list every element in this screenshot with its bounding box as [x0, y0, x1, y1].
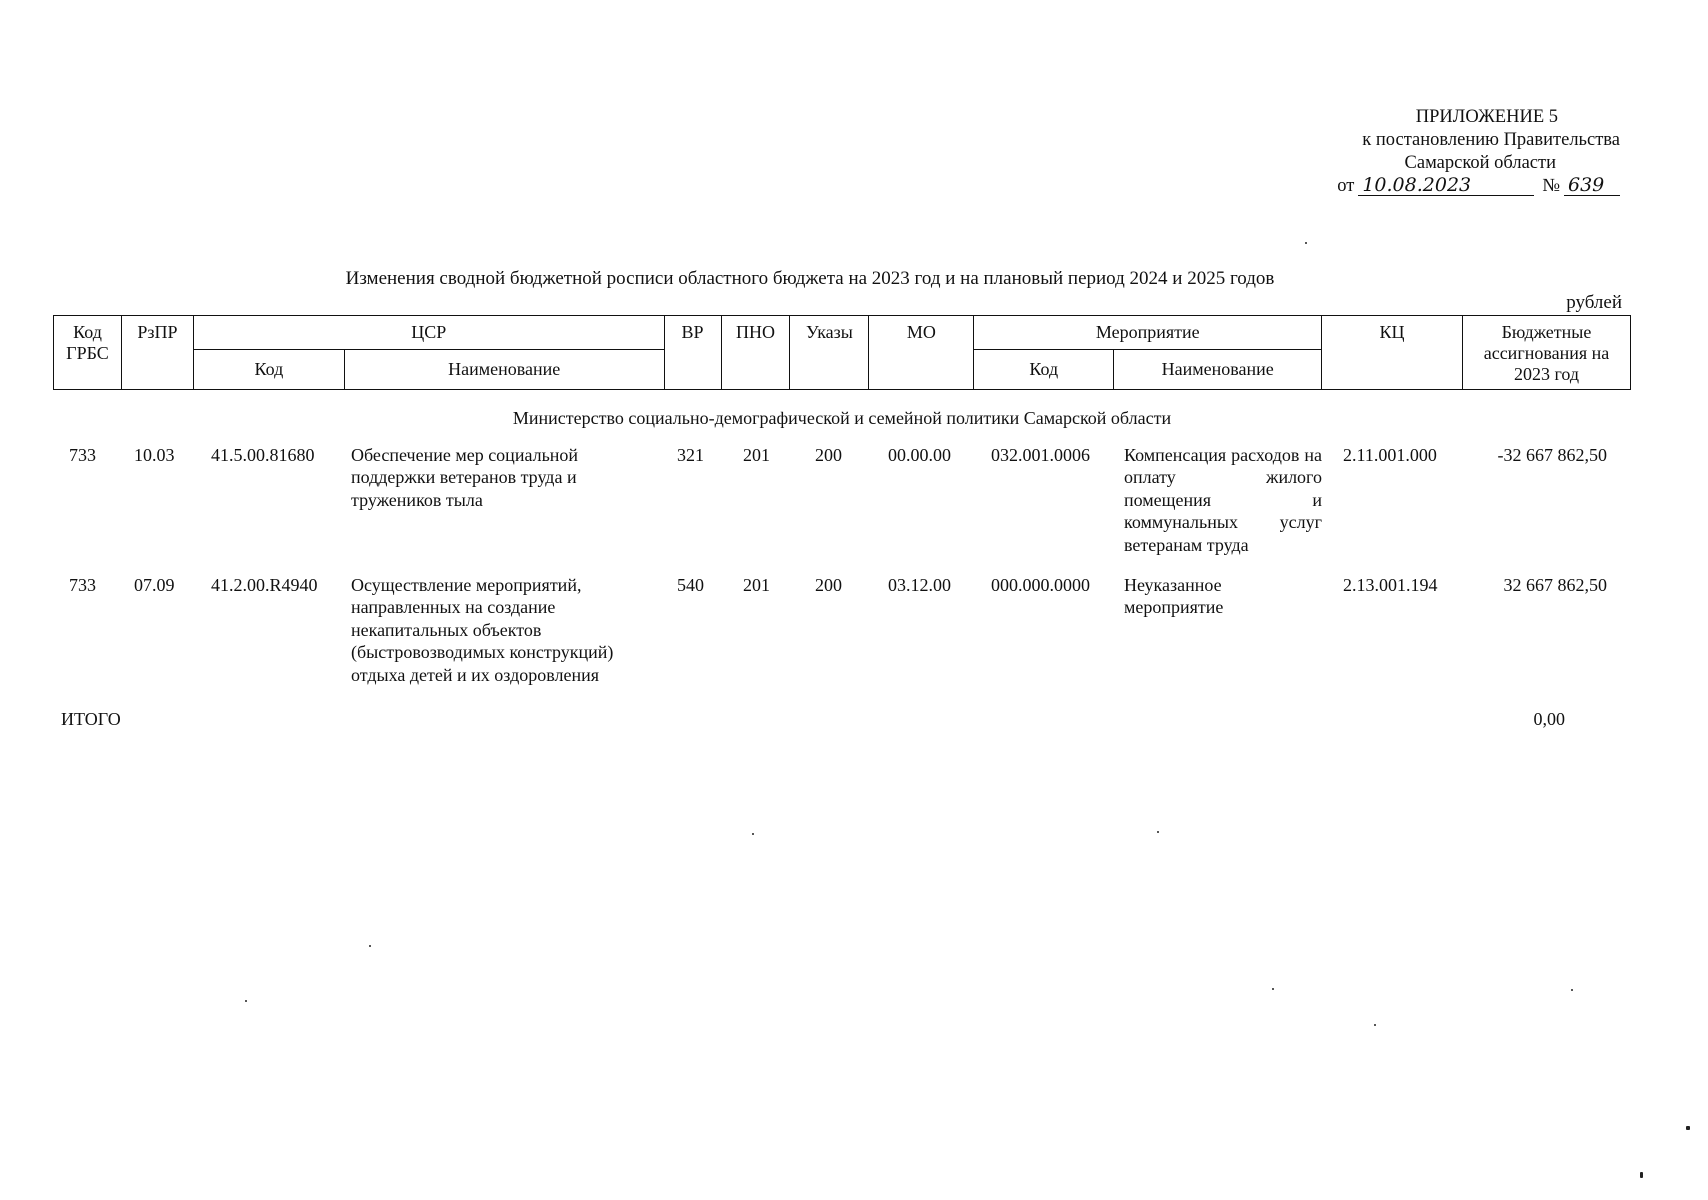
- header-csr-code: Код: [193, 349, 344, 389]
- scan-speck: [1640, 1172, 1643, 1178]
- cell-csr-code: 41.2.00.R4940: [211, 574, 318, 595]
- appendix-region: Самарской области: [1404, 153, 1556, 173]
- header-vr: ВР: [664, 316, 721, 390]
- cell-event-name: Неуказанное мероприятие: [1124, 574, 1224, 617]
- cell-csr-code: 41.5.00.81680: [211, 444, 315, 465]
- header-grbs: Код ГРБС: [54, 316, 122, 390]
- scan-speck: [369, 945, 371, 947]
- appendix-date-line: [1320, 175, 1620, 198]
- scan-speck: [1686, 1126, 1690, 1130]
- cell-grbs: 733: [69, 444, 96, 465]
- header-event-code: Код: [974, 349, 1114, 389]
- cell-amount: -32 667 862,50: [1497, 444, 1607, 465]
- header-ukazy: Указы: [790, 316, 869, 390]
- cell-event-name: Компенсация расходов на оплату жилого помещения и коммунальных услуг ветеранам труда: [1124, 444, 1322, 555]
- total-value: 0,00: [1533, 708, 1565, 729]
- units-label: рублей: [1566, 292, 1622, 313]
- scan-speck: [245, 1000, 247, 1002]
- cell-pno: 201: [743, 444, 770, 465]
- handwritten-date: 10.08.2023: [1358, 175, 1534, 196]
- appendix-title: ПРИЛОЖЕНИЕ 5: [1415, 107, 1558, 127]
- cell-vr: 321: [677, 444, 704, 465]
- date-prefix: от: [1337, 176, 1355, 196]
- cell-rzpr: 07.09: [134, 574, 175, 595]
- cell-kc: 2.11.001.000: [1343, 444, 1437, 465]
- cell-mo: 03.12.00: [888, 574, 951, 595]
- cell-csr-name: Обеспечение мер социальной поддержки ветеранов труда и тружеников тыла: [351, 444, 579, 510]
- cell-amount: 32 667 862,50: [1503, 574, 1607, 595]
- header-csr: ЦСР: [193, 316, 664, 350]
- scan-speck: [752, 833, 754, 835]
- header-csr-name: Наименование: [344, 349, 664, 389]
- scan-speck: [1374, 1024, 1376, 1026]
- header-rzpr: РзПР: [121, 316, 193, 390]
- header-event: Мероприятие: [974, 316, 1322, 350]
- scan-speck: [1272, 988, 1274, 990]
- cell-ukazy: 200: [815, 444, 842, 465]
- total-label: ИТОГО: [61, 708, 121, 729]
- table-row: [53, 574, 1631, 704]
- scan-speck: [1157, 831, 1159, 833]
- header-event-name: Наименование: [1114, 349, 1322, 389]
- cell-csr-name: Осуществление мероприятий, направленных на создание некапитальных объектов (быстровозводимых конструкций) отдыха детей и их оздоровления: [351, 574, 614, 685]
- appendix-block: [1320, 106, 1620, 198]
- header-pno: ПНО: [721, 316, 790, 390]
- cell-event-code: 032.001.0006: [991, 444, 1090, 465]
- header-kc: КЦ: [1322, 316, 1463, 390]
- cell-rzpr: 10.03: [134, 444, 175, 465]
- cell-event-code: 000.000.0000: [991, 574, 1090, 595]
- header-budget: Бюджетные ассигнования на 2023 год: [1462, 316, 1630, 390]
- number-prefix: №: [1542, 176, 1560, 196]
- total-row: [53, 708, 1631, 738]
- cell-pno: 201: [743, 574, 770, 595]
- scan-speck: [1305, 242, 1307, 244]
- document-title: Изменения сводной бюджетной росписи областного бюджета на 2023 год и на плановый период 2024 и 2025 годов: [345, 268, 1275, 289]
- table-row: [53, 444, 1631, 574]
- budget-table-header: [53, 315, 1631, 390]
- scan-speck: [1571, 989, 1573, 991]
- ministry-heading: Министерство социально-демографической и семейной политики Самарской области: [512, 408, 1172, 428]
- cell-grbs: 733: [69, 574, 96, 595]
- appendix-resolution: к постановлению Правительства: [1362, 130, 1620, 150]
- cell-mo: 00.00.00: [888, 444, 951, 465]
- cell-ukazy: 200: [815, 574, 842, 595]
- cell-vr: 540: [677, 574, 704, 595]
- table-body: [53, 397, 1631, 738]
- handwritten-number: 639: [1564, 175, 1620, 196]
- header-mo: МО: [869, 316, 974, 390]
- cell-kc: 2.13.001.194: [1343, 574, 1438, 595]
